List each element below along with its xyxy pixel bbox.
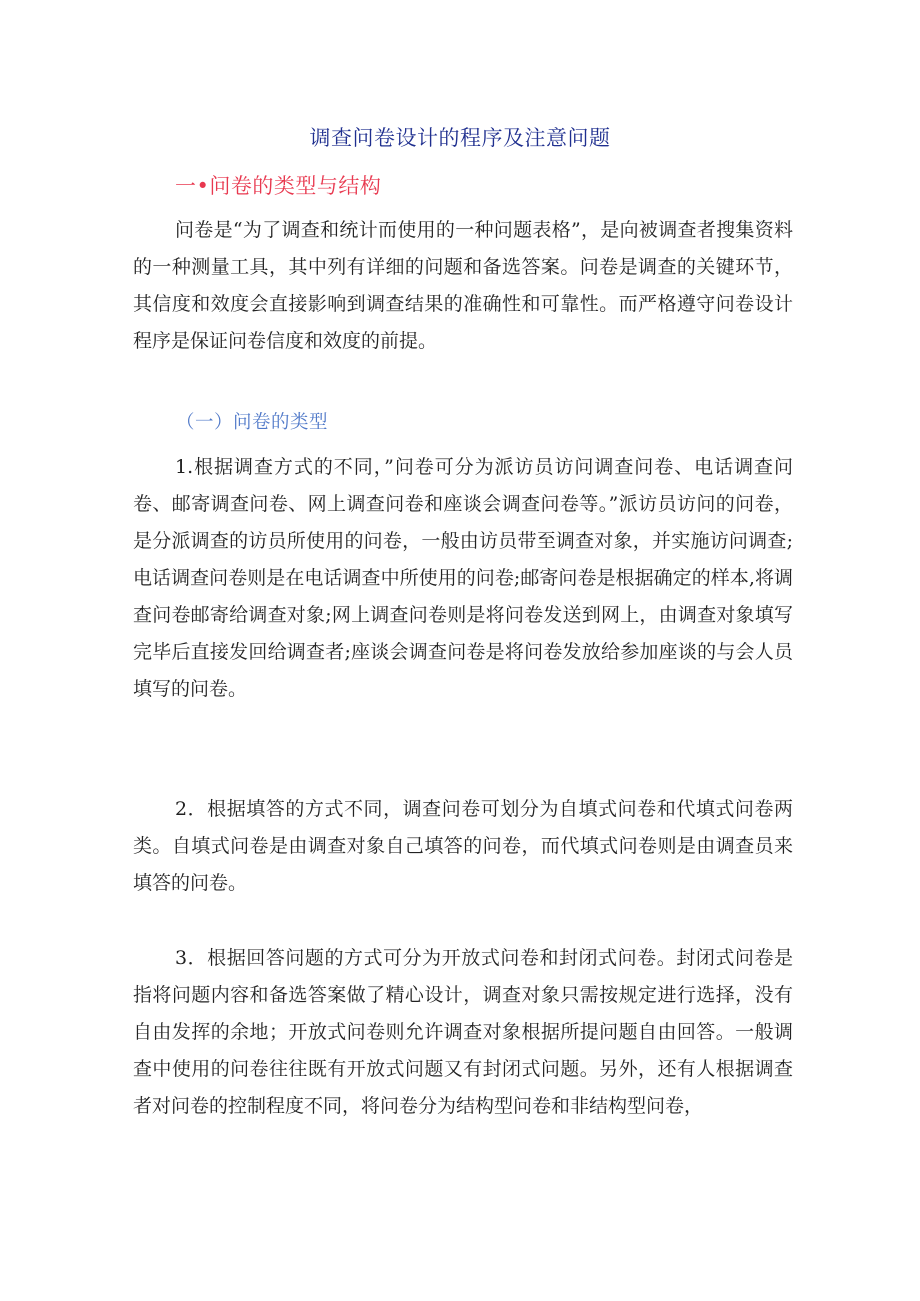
subheading-questionnaire-types: （一）问卷的类型 [176, 412, 329, 433]
section-heading: 一•问卷的类型与结构 [175, 174, 382, 198]
paragraph-2: 2．根据填答的方式不同，调查问卷可划分为自填式问卷和代填式问卷两类。自填式问卷是由调查对象自己填答的问卷，而代填式问卷则是由调查员来填答的问卷。 [133, 798, 793, 894]
document-title: 调查问卷设计的程序及注意问题 [309, 126, 611, 150]
paragraph-1: 1.根据调查方式的不同，”问卷可分为派访员访问调查问卷、电话调查问卷、邮寄调查问卷、网上调查问卷和座谈会调查问卷等。”派访员访问的问卷，是分派调查的访员所使用的问卷，一般由访员带至调查对象，并实施访问调查;电话调查问卷则是在电话调查中所使用的问卷;邮寄问卷是根据确定的样本,将调查问卷邮寄给调查对象;网上调查问卷则是将问卷发送到网上，由调查对象填写完毕后直接发回给调查者;座谈会调查问卷是将问卷发放给参加座谈的与会人员填写的问卷。 [133, 456, 793, 700]
paragraph-3: 3．根据回答问题的方式可分为开放式问卷和封闭式问卷。封闭式问卷是指将问题内容和备选答案做了精心设计，调查对象只需按规定进行选择，没有自由发挥的余地；开放式问卷则允许调查对象根据所提问题自由回答。一般调查中使用的问卷往往既有开放式问题又有封闭式问题。另外，还有人根据调查者对问卷的控制程度不同，将问卷分为结构型问卷和非结构型问卷， [133, 947, 793, 1117]
intro-paragraph: 问卷是“为了调查和统计而使用的一种问题表格”，是向被调查者搜集资料的一种测量工具，其中列有详细的问题和备选答案。问卷是调查的关键环节，其信度和效度会直接影响到调查结果的准确性和可靠性。而严格遵守问卷设计程序是保证问卷信度和效度的前提。 [133, 219, 793, 352]
